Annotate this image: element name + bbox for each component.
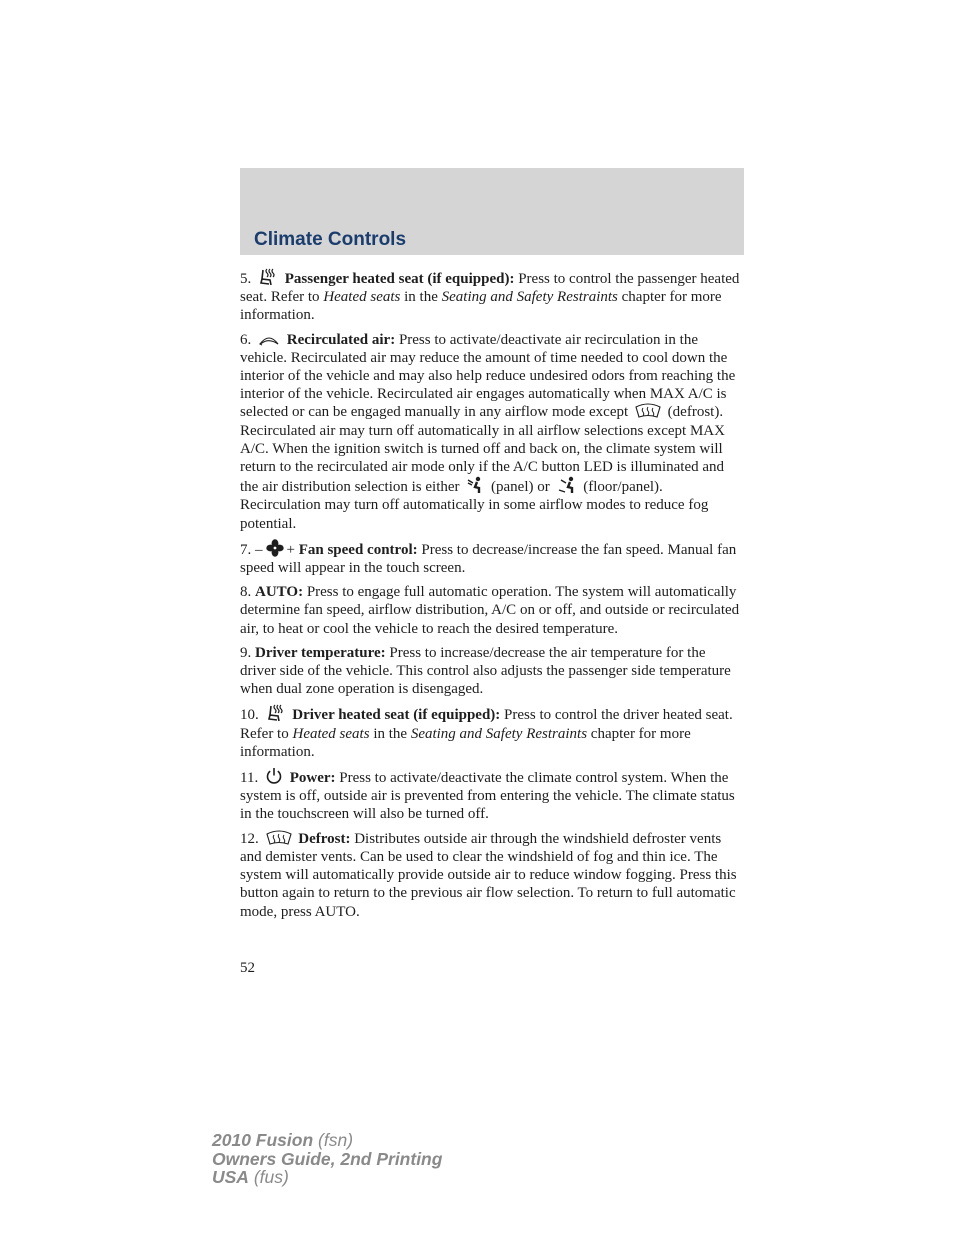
item-defrost: 12. Defrost: Distributes outside air through the windshield defroster vents and demister vents. Can be used to clear the windshield of fog and thin ice. The system will automatically provide outside air to reduce window fogging. Press this button again to return to the previous air flow selection. To return to full automatic mode, press AUTO. (240, 830, 737, 920)
recirculate-icon (258, 333, 280, 347)
floor-panel-vent-icon (557, 476, 577, 494)
item-recirculated-air: 6. Recirculated air: Press to activate/deactivate air recirculation in the vehicle. Recirculated air may reduce the amount of time needed to cool down the interior of the vehicle and may also help reduce undesired odors from reaching the interior of the vehicle. Recirculated air engages automatically when MAX A/C is selected or can be engaged manually in any airflow mode except (defrost). Recirculated air may turn off automatically in all airflow selections except MAX A/C. When the ignition switch is turned off and back on, the climate system will return to the recirculated air mode only if the A/C button LED is illuminated and the air distribution selection is either (panel) or (floor/panel). Recirculation may turn off automatically in some airflow modes to reduce fog potential. (240, 331, 736, 532)
item-driver-temperature: 9. Driver temperature: Press to increase/decrease the air temperature for the driver side of the vehicle. This control also adjusts the passenger side temperature when dual zone operation is disengaged. (240, 644, 731, 698)
footer-line-2: Owners Guide, 2nd Printing (212, 1148, 443, 1169)
heated-seat-icon (258, 268, 278, 286)
body-text (240, 268, 745, 927)
item-power: 11. Power: Press to activate/deactivate the climate control system. When the system is off, outside air is prevented from entering the vehicle. The climate status in the touchscreen will also be turned off. (240, 767, 745, 824)
fan-icon (266, 539, 284, 557)
footer-line-1: 2010 Fusion (fsn) (212, 1130, 354, 1150)
heated-seat-icon (266, 704, 286, 722)
item-auto: 8. AUTO: Press to engage full automatic operation. The system will automatically determine fan speed, airflow distribution, A/C on or off, and outside or recirculated air, to heat or cool the vehicle to reach the desired temperature. (240, 584, 740, 637)
page-number: 52 (240, 960, 255, 976)
defrost-icon (635, 403, 661, 419)
item-fan-speed: 7. – + Fan speed control: Press to decrease/increase the fan speed. Manual fan speed will appear in the touch screen. (240, 539, 745, 577)
power-icon (265, 767, 283, 785)
section-header (240, 168, 744, 255)
defrost-icon (266, 830, 292, 846)
footer-line-3: USA (fus) (212, 1167, 289, 1187)
item-driver-heated-seat: 10. Driver heated seat (if equipped): Press to control the driver heated seat. Refer to Heated seats in the Seating and Safety Restraints chapter for more information. (240, 704, 745, 761)
panel-vent-icon (466, 476, 484, 494)
section-title: Climate Controls (254, 229, 407, 250)
item-passenger-heated-seat: 5. Passenger heated seat (if equipped): Press to control the passenger heated seat. Refer to Heated seats in the Seating and Safety Restraints chapter for more information. (240, 268, 745, 325)
document-footer (212, 1131, 442, 1187)
